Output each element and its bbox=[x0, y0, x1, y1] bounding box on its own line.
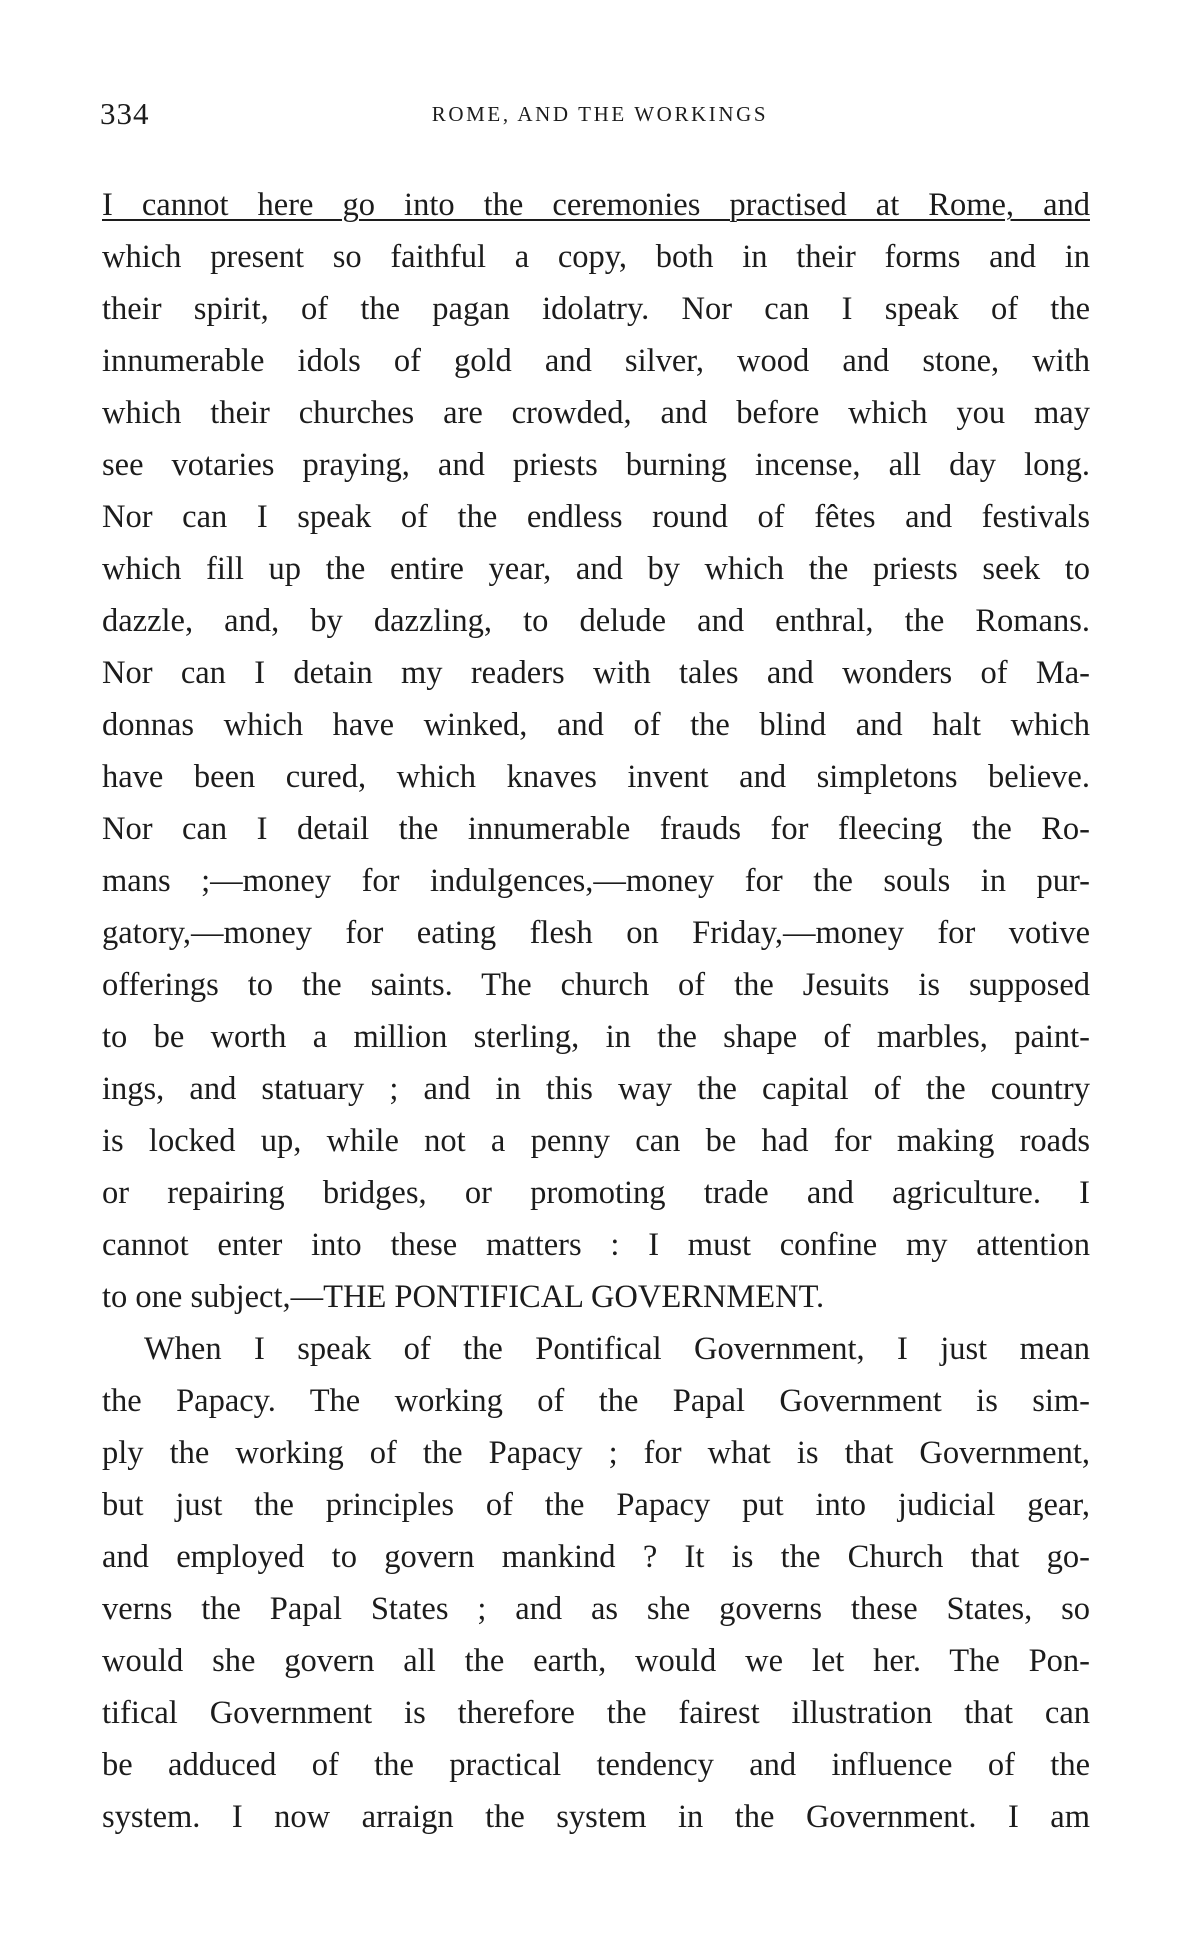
text-line-8: which fill up the entire year, and by which the priests seek to bbox=[102, 551, 1090, 587]
text-line-10: Nor can I detain my readers with tales and wonders of Ma- bbox=[102, 655, 1090, 691]
text-line-2: which present so faithful a copy, both in their forms and in bbox=[102, 239, 1090, 275]
text-line-27: and employed to govern mankind ? It is the Church that go- bbox=[102, 1539, 1090, 1575]
text-line-15: gatory,—money for eating flesh on Friday,—money for votive bbox=[102, 915, 1090, 951]
text-line-4: innumerable idols of gold and silver, wood and stone, with bbox=[102, 343, 1090, 379]
text-line-20: or repairing bridges, or promoting trade and agriculture. I bbox=[102, 1175, 1090, 1211]
text-line-31: be adduced of the practical tendency and influence of the bbox=[102, 1747, 1090, 1783]
text-line-28: verns the Papal States ; and as she governs these States, so bbox=[102, 1591, 1090, 1627]
running-title: ROME, AND THE WORKINGS bbox=[431, 102, 769, 126]
text-line-3: their spirit, of the pagan idolatry. Nor can I speak of the bbox=[102, 291, 1090, 327]
running-header bbox=[100, 96, 1090, 136]
text-line-13: Nor can I detail the innumerable frauds for fleecing the Ro- bbox=[102, 811, 1090, 847]
text-line-32: system. I now arraign the system in the Government. I am bbox=[102, 1799, 1090, 1835]
text-line-29: would she govern all the earth, would we let her. The Pon- bbox=[102, 1643, 1090, 1679]
page-number: 334 bbox=[100, 96, 150, 131]
text-line-11: donnas which have winked, and of the blind and halt which bbox=[102, 707, 1090, 743]
text-line-19: is locked up, while not a penny can be had for making roads bbox=[102, 1123, 1090, 1159]
text-line-18: ings, and statuary ; and in this way the capital of the country bbox=[102, 1071, 1090, 1107]
text-line-23: When I speak of the Pontifical Government, I just mean bbox=[144, 1331, 1090, 1367]
text-line-17: to be worth a million sterling, in the shape of marbles, paint- bbox=[102, 1019, 1090, 1055]
text-line-16: offerings to the saints. The church of the Jesuits is supposed bbox=[102, 967, 1090, 1003]
text-line-30: tifical Government is therefore the fairest illustration that can bbox=[102, 1695, 1090, 1731]
text-line-14: mans ;—money for indulgences,—money for the souls in pur- bbox=[102, 863, 1090, 899]
text-line-6: see votaries praying, and priests burning incense, all day long. bbox=[102, 447, 1090, 483]
text-line-22: to one subject,—THE PONTIFICAL GOVERNMENT. bbox=[102, 1279, 825, 1315]
text-line-25: ply the working of the Papacy ; for what is that Government, bbox=[102, 1435, 1090, 1471]
text-line-7: Nor can I speak of the endless round of fêtes and festivals bbox=[102, 499, 1090, 535]
text-line-5: which their churches are crowded, and before which you may bbox=[102, 395, 1090, 431]
text-line-21: cannot enter into these matters : I must confine my attention bbox=[102, 1227, 1090, 1263]
text-line-9: dazzle, and, by dazzling, to delude and enthral, the Romans. bbox=[102, 603, 1090, 639]
text-line-12: have been cured, which knaves invent and simpletons believe. bbox=[102, 759, 1090, 795]
text-line-1: I cannot here go into the ceremonies practised at Rome, and bbox=[102, 187, 1090, 223]
text-line-26: but just the principles of the Papacy put into judicial gear, bbox=[102, 1487, 1090, 1523]
body-text bbox=[102, 179, 1090, 1843]
text-line-24: the Papacy. The working of the Papal Government is sim- bbox=[102, 1383, 1090, 1419]
